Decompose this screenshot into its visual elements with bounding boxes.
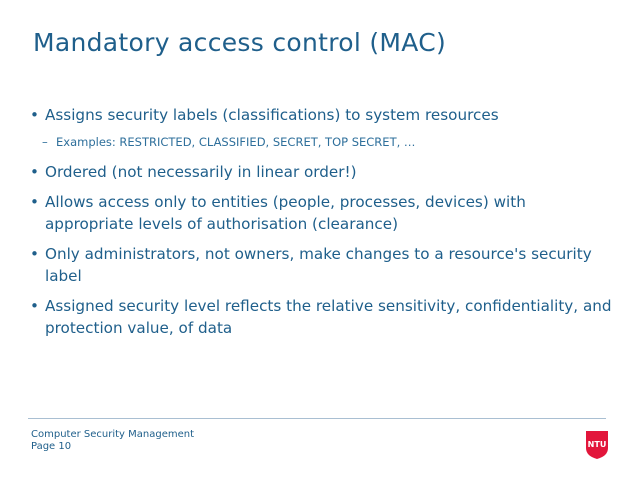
bullet-list bbox=[28, 104, 618, 347]
bullet-text: Only administrators, not owners, make changes to a resource's security label bbox=[45, 245, 592, 285]
bullet-item bbox=[28, 191, 618, 235]
bullet-dot-icon: • bbox=[30, 193, 39, 211]
bullet-dot-icon: • bbox=[30, 163, 39, 181]
bullet-item bbox=[28, 295, 618, 339]
footer-divider bbox=[28, 418, 606, 419]
bullet-item bbox=[28, 104, 618, 126]
bullet-text: Assigned security level reflects the relative sensitivity, confidentiality, and protection value, of data bbox=[45, 297, 612, 337]
footer-course: Computer Security Management bbox=[31, 429, 195, 440]
bullet-text: Ordered (not necessarily in linear order!) bbox=[45, 163, 357, 181]
logo-text: NTU bbox=[587, 440, 607, 449]
bullet-item bbox=[28, 161, 618, 183]
bullet-dot-icon: • bbox=[30, 106, 39, 124]
footer bbox=[31, 429, 194, 453]
sub-bullet-dash-icon: – bbox=[42, 135, 48, 149]
sub-bullet-text: Examples: RESTRICTED, CLASSIFIED, SECRET, TOP SECRET, … bbox=[56, 135, 416, 149]
bullet-dot-icon: • bbox=[30, 245, 39, 263]
slide-title: Mandatory access control (MAC) bbox=[33, 28, 447, 57]
bullet-item bbox=[28, 243, 618, 287]
bullet-text: Assigns security labels (classifications) to system resources bbox=[45, 106, 499, 124]
bullet-dot-icon: • bbox=[30, 297, 39, 315]
ntu-shield-logo-icon bbox=[584, 430, 610, 460]
ntu-logo-svg bbox=[584, 430, 610, 460]
page-number: Page 10 bbox=[31, 441, 72, 452]
sub-bullet-item bbox=[28, 133, 618, 151]
bullet-text: Allows access only to entities (people, processes, devices) with appropriate levels of authorisation (clearance) bbox=[45, 193, 526, 233]
